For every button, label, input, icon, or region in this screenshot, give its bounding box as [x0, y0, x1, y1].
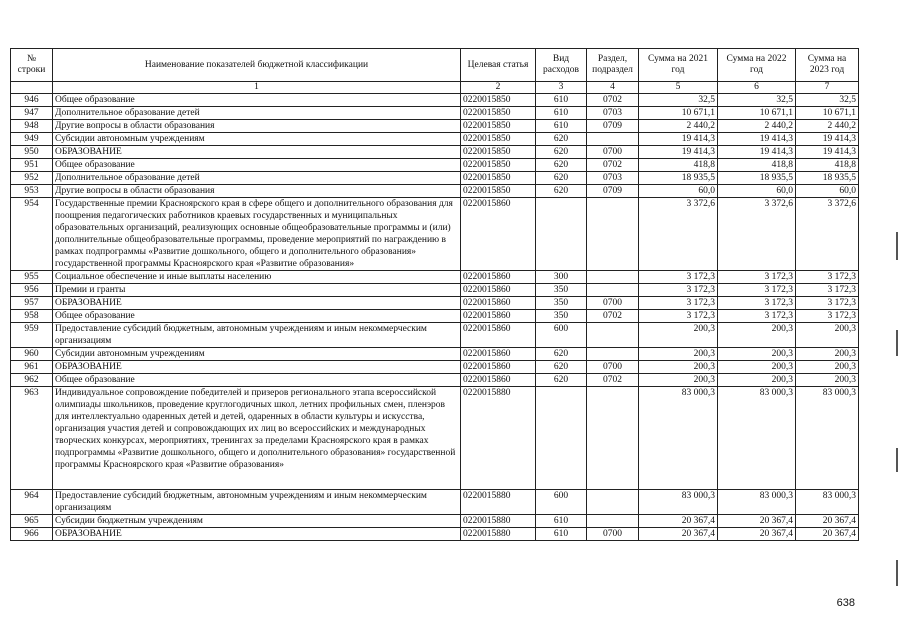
- table-row: [11, 133, 859, 146]
- row-section-code: [587, 490, 639, 515]
- row-amount-2022: 3 372,6: [718, 198, 796, 271]
- row-target-code: 0220015860: [461, 284, 536, 297]
- row-expense-type: 620: [536, 361, 587, 374]
- row-amount-2021: 3 172,3: [639, 297, 718, 310]
- row-number: 952: [11, 172, 53, 185]
- table-row: [11, 107, 859, 120]
- row-amount-2022: 200,3: [718, 361, 796, 374]
- column-number: 7: [796, 82, 859, 94]
- row-expense-type: [536, 198, 587, 271]
- row-name: Другие вопросы в области образования: [53, 185, 461, 198]
- table-row: [11, 284, 859, 297]
- row-amount-2022: 20 367,4: [718, 528, 796, 541]
- row-expense-type: 620: [536, 133, 587, 146]
- row-number: 953: [11, 185, 53, 198]
- row-section-code: 0703: [587, 172, 639, 185]
- row-name: Общее образование: [53, 374, 461, 387]
- column-number-row: [11, 82, 859, 94]
- table-row: [11, 361, 859, 374]
- row-amount-2022: 19 414,3: [718, 146, 796, 159]
- row-amount-2021: 2 440,2: [639, 120, 718, 133]
- budget-table: [10, 48, 859, 541]
- row-amount-2021: 418,8: [639, 159, 718, 172]
- row-section-code: 0700: [587, 528, 639, 541]
- row-amount-2023: 20 367,4: [796, 528, 859, 541]
- row-target-code: 0220015880: [461, 490, 536, 515]
- row-amount-2021: 83 000,3: [639, 490, 718, 515]
- row-amount-2022: 83 000,3: [718, 490, 796, 515]
- row-name: Дополнительное образование детей: [53, 172, 461, 185]
- header-2022: Сумма на 2022 год: [718, 49, 796, 82]
- row-amount-2023: 3 372,6: [796, 198, 859, 271]
- column-number: 4: [587, 82, 639, 94]
- row-name: ОБРАЗОВАНИЕ: [53, 528, 461, 541]
- row-amount-2023: 19 414,3: [796, 133, 859, 146]
- row-expense-type: 300: [536, 271, 587, 284]
- row-number: 958: [11, 310, 53, 323]
- row-amount-2021: 19 414,3: [639, 133, 718, 146]
- row-amount-2023: 2 440,2: [796, 120, 859, 133]
- row-amount-2021: 200,3: [639, 361, 718, 374]
- row-section-code: [587, 271, 639, 284]
- row-number: 947: [11, 107, 53, 120]
- row-target-code: 0220015850: [461, 133, 536, 146]
- row-target-code: 0220015860: [461, 271, 536, 284]
- row-amount-2021: 200,3: [639, 348, 718, 361]
- row-amount-2022: 200,3: [718, 374, 796, 387]
- row-number: 963: [11, 387, 53, 490]
- row-amount-2022: 83 000,3: [718, 387, 796, 490]
- row-target-code: 0220015860: [461, 374, 536, 387]
- row-number: 965: [11, 515, 53, 528]
- table-row: [11, 323, 859, 348]
- row-section-code: 0709: [587, 120, 639, 133]
- row-name: ОБРАЗОВАНИЕ: [53, 146, 461, 159]
- row-expense-type: 620: [536, 185, 587, 198]
- row-number: 962: [11, 374, 53, 387]
- table-row: [11, 198, 859, 271]
- column-number: 1: [53, 82, 461, 94]
- row-name: Субсидии автономным учреждениям: [53, 133, 461, 146]
- row-expense-type: [536, 387, 587, 490]
- column-number: 6: [718, 82, 796, 94]
- row-amount-2021: 83 000,3: [639, 387, 718, 490]
- row-number: 960: [11, 348, 53, 361]
- table-row: [11, 297, 859, 310]
- row-amount-2022: 2 440,2: [718, 120, 796, 133]
- row-target-code: 0220015860: [461, 310, 536, 323]
- row-amount-2021: 3 172,3: [639, 271, 718, 284]
- row-amount-2023: 83 000,3: [796, 387, 859, 490]
- row-target-code: 0220015850: [461, 146, 536, 159]
- row-amount-2023: 10 671,1: [796, 107, 859, 120]
- row-expense-type: 620: [536, 348, 587, 361]
- row-amount-2023: 83 000,3: [796, 490, 859, 515]
- row-target-code: 0220015850: [461, 94, 536, 107]
- row-amount-2023: 60,0: [796, 185, 859, 198]
- row-expense-type: 620: [536, 159, 587, 172]
- row-amount-2021: 3 172,3: [639, 310, 718, 323]
- row-number: 955: [11, 271, 53, 284]
- row-number: 946: [11, 94, 53, 107]
- table-row: [11, 490, 859, 515]
- row-expense-type: 350: [536, 297, 587, 310]
- row-target-code: 0220015880: [461, 387, 536, 490]
- row-section-code: 0700: [587, 146, 639, 159]
- row-number: 964: [11, 490, 53, 515]
- header-vr: Вид расходов: [536, 49, 587, 82]
- row-target-code: 0220015860: [461, 323, 536, 348]
- table-row: [11, 310, 859, 323]
- row-expense-type: 600: [536, 323, 587, 348]
- row-section-code: 0702: [587, 94, 639, 107]
- column-number: 2: [461, 82, 536, 94]
- row-section-code: [587, 284, 639, 297]
- row-name: ОБРАЗОВАНИЕ: [53, 297, 461, 310]
- row-amount-2023: 3 172,3: [796, 310, 859, 323]
- row-section-code: 0700: [587, 297, 639, 310]
- row-section-code: [587, 198, 639, 271]
- row-amount-2023: 200,3: [796, 348, 859, 361]
- row-section-code: [587, 348, 639, 361]
- row-expense-type: 610: [536, 94, 587, 107]
- row-section-code: 0702: [587, 159, 639, 172]
- row-amount-2023: 32,5: [796, 94, 859, 107]
- column-number: 5: [639, 82, 718, 94]
- table-body: [11, 94, 859, 541]
- table-row: [11, 348, 859, 361]
- row-amount-2021: 60,0: [639, 185, 718, 198]
- header-rp: Раздел, подраздел: [587, 49, 639, 82]
- column-number: 3: [536, 82, 587, 94]
- row-target-code: 0220015850: [461, 159, 536, 172]
- row-amount-2021: 18 935,5: [639, 172, 718, 185]
- table-header-row: [11, 49, 859, 82]
- row-expense-type: 600: [536, 490, 587, 515]
- row-number: 954: [11, 198, 53, 271]
- row-target-code: 0220015860: [461, 361, 536, 374]
- row-amount-2023: 3 172,3: [796, 297, 859, 310]
- table-row: [11, 528, 859, 541]
- row-section-code: 0702: [587, 310, 639, 323]
- row-expense-type: 610: [536, 107, 587, 120]
- row-amount-2022: 418,8: [718, 159, 796, 172]
- row-amount-2021: 10 671,1: [639, 107, 718, 120]
- row-target-code: 0220015850: [461, 107, 536, 120]
- row-number: 956: [11, 284, 53, 297]
- row-amount-2023: 3 172,3: [796, 271, 859, 284]
- table-row: [11, 185, 859, 198]
- row-number: 966: [11, 528, 53, 541]
- row-amount-2022: 10 671,1: [718, 107, 796, 120]
- row-amount-2022: 3 172,3: [718, 297, 796, 310]
- row-number: 961: [11, 361, 53, 374]
- scan-edge-mark: [896, 448, 898, 472]
- scan-edge-mark: [896, 330, 898, 356]
- row-number: 957: [11, 297, 53, 310]
- table-row: [11, 159, 859, 172]
- header-target: Целевая статья: [461, 49, 536, 82]
- row-name: Государственные премии Красноярского края в сфере общего и дополнительного образования для поощрения педагогических работников краевых государственных и муниципальных образовательных организаций, реализующих основные общеобразовательные программы и (или) дополнительные общеобразовательные программы, проведение мероприятий по награждению в рамках подпрограммы «Развитие дошкольного, общего и дополнительного образования» государственной программы Красноярского края «Развитие образования»: [53, 198, 461, 271]
- row-amount-2023: 200,3: [796, 361, 859, 374]
- row-amount-2023: 200,3: [796, 374, 859, 387]
- row-name: Общее образование: [53, 310, 461, 323]
- row-amount-2021: 200,3: [639, 374, 718, 387]
- row-expense-type: 350: [536, 310, 587, 323]
- row-expense-type: 610: [536, 120, 587, 133]
- row-amount-2022: 3 172,3: [718, 284, 796, 297]
- header-2023: Сумма на 2023 год: [796, 49, 859, 82]
- row-amount-2022: 200,3: [718, 348, 796, 361]
- row-target-code: 0220015860: [461, 348, 536, 361]
- table-row: [11, 271, 859, 284]
- table-row: [11, 172, 859, 185]
- row-name: Субсидии бюджетным учреждениям: [53, 515, 461, 528]
- row-section-code: 0703: [587, 107, 639, 120]
- page-number: 638: [836, 597, 855, 609]
- row-target-code: 0220015880: [461, 528, 536, 541]
- scan-edge-mark: [896, 560, 898, 586]
- table-row: [11, 94, 859, 107]
- row-name: Индивидуальное сопровождение победителей и призеров регионального этапа всероссийской олимпиады школьников, проведение круглогодичных школ, летних профильных смен, пленэров для интеллектуально одаренных детей и детей, одаренных в области культуры и искусства, организация участия детей и сопровождающих их лиц во всероссийских и международных творческих конкурсах, мероприятиях, тренингах за пределами Красноярского края в рамках подпрограммы «Развитие дошкольного, общего и дополнительного образования» государственной программы Красноярского края «Развитие образования»: [53, 387, 461, 490]
- row-amount-2021: 3 372,6: [639, 198, 718, 271]
- row-target-code: 0220015850: [461, 120, 536, 133]
- row-target-code: 0220015850: [461, 185, 536, 198]
- row-expense-type: 620: [536, 146, 587, 159]
- row-section-code: [587, 387, 639, 490]
- row-amount-2021: 32,5: [639, 94, 718, 107]
- row-name: Предоставление субсидий бюджетным, автономным учреждениям и иным некоммерческим организациям: [53, 323, 461, 348]
- row-amount-2022: 60,0: [718, 185, 796, 198]
- row-number: 950: [11, 146, 53, 159]
- row-amount-2022: 20 367,4: [718, 515, 796, 528]
- row-name: Социальное обеспечение и иные выплаты населению: [53, 271, 461, 284]
- row-expense-type: 620: [536, 172, 587, 185]
- row-amount-2022: 32,5: [718, 94, 796, 107]
- row-amount-2022: 3 172,3: [718, 271, 796, 284]
- row-expense-type: 610: [536, 515, 587, 528]
- row-amount-2022: 18 935,5: [718, 172, 796, 185]
- row-name: Общее образование: [53, 94, 461, 107]
- row-amount-2023: 18 935,5: [796, 172, 859, 185]
- row-section-code: [587, 323, 639, 348]
- row-expense-type: 610: [536, 528, 587, 541]
- table-row: [11, 374, 859, 387]
- row-target-code: 0220015850: [461, 172, 536, 185]
- row-target-code: 0220015880: [461, 515, 536, 528]
- header-name: Наименование показателей бюджетной классификации: [53, 49, 461, 82]
- row-section-code: 0702: [587, 374, 639, 387]
- row-section-code: 0700: [587, 361, 639, 374]
- row-name: Премии и гранты: [53, 284, 461, 297]
- row-amount-2021: 20 367,4: [639, 515, 718, 528]
- table-row: [11, 387, 859, 490]
- row-amount-2021: 200,3: [639, 323, 718, 348]
- row-amount-2023: 418,8: [796, 159, 859, 172]
- row-expense-type: 350: [536, 284, 587, 297]
- row-name: Другие вопросы в области образования: [53, 120, 461, 133]
- row-number: 948: [11, 120, 53, 133]
- row-expense-type: 620: [536, 374, 587, 387]
- header-row-no: № строки: [11, 49, 53, 82]
- header-2021: Сумма на 2021 год: [639, 49, 718, 82]
- row-amount-2023: 3 172,3: [796, 284, 859, 297]
- table-row: [11, 120, 859, 133]
- row-amount-2023: 200,3: [796, 323, 859, 348]
- column-number: [11, 82, 53, 94]
- row-section-code: 0709: [587, 185, 639, 198]
- row-name: Общее образование: [53, 159, 461, 172]
- row-section-code: [587, 515, 639, 528]
- row-section-code: [587, 133, 639, 146]
- row-amount-2022: 19 414,3: [718, 133, 796, 146]
- row-number: 951: [11, 159, 53, 172]
- scan-edge-mark: [896, 232, 898, 260]
- row-amount-2021: 20 367,4: [639, 528, 718, 541]
- row-amount-2022: 3 172,3: [718, 310, 796, 323]
- row-number: 959: [11, 323, 53, 348]
- row-target-code: 0220015860: [461, 198, 536, 271]
- row-amount-2023: 19 414,3: [796, 146, 859, 159]
- row-target-code: 0220015860: [461, 297, 536, 310]
- row-name: ОБРАЗОВАНИЕ: [53, 361, 461, 374]
- row-name: Субсидии автономным учреждениям: [53, 348, 461, 361]
- row-amount-2022: 200,3: [718, 323, 796, 348]
- row-name: Предоставление субсидий бюджетным, автономным учреждениям и иным некоммерческим организациям: [53, 490, 461, 515]
- table-row: [11, 146, 859, 159]
- row-number: 949: [11, 133, 53, 146]
- table-row: [11, 515, 859, 528]
- row-name: Дополнительное образование детей: [53, 107, 461, 120]
- row-amount-2023: 20 367,4: [796, 515, 859, 528]
- row-amount-2021: 19 414,3: [639, 146, 718, 159]
- row-amount-2021: 3 172,3: [639, 284, 718, 297]
